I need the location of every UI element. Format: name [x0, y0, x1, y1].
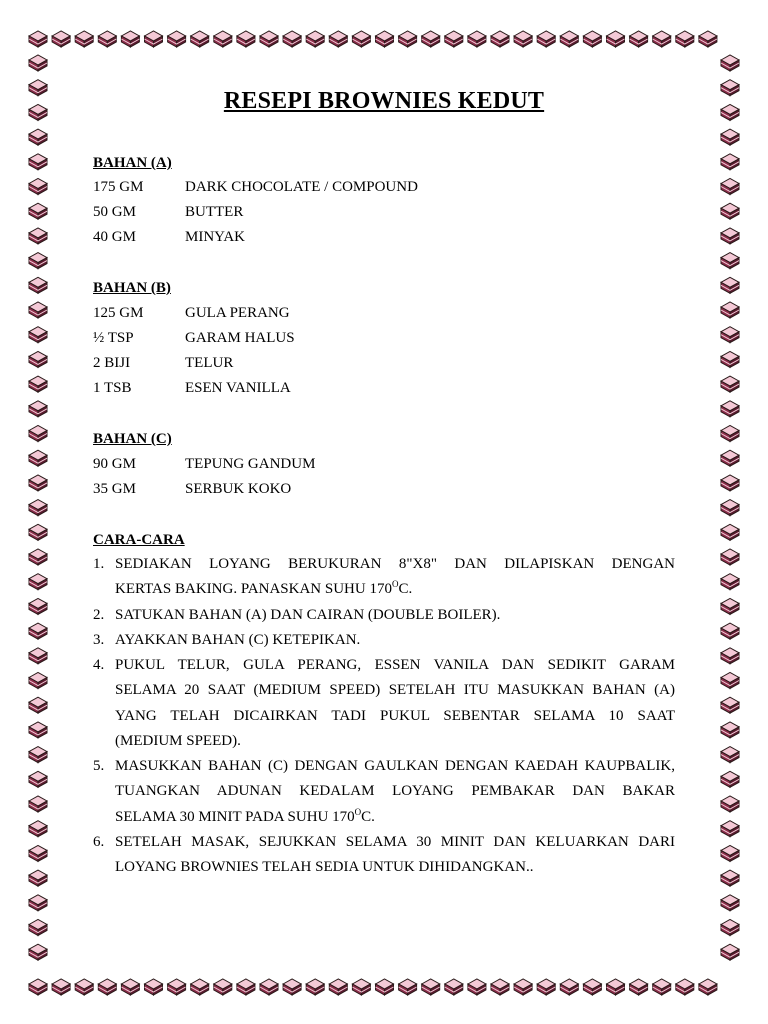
ingredient-name: DARK CHOCOLATE / COMPOUND: [185, 179, 418, 195]
cake-icon: [721, 944, 739, 960]
step-line: AYAKKAN BAHAN (C) KETEPIKAN.: [115, 632, 361, 648]
cake-icon: [29, 920, 47, 936]
cake-icon: [721, 747, 739, 763]
step-number: 3.: [93, 632, 105, 648]
ingredient-name: GARAM HALUS: [185, 330, 295, 346]
cake-icon: [29, 722, 47, 738]
step-number: 5.: [93, 758, 105, 774]
cake-icon: [29, 228, 47, 244]
cake-icon: [537, 31, 555, 47]
step-line: TUANGKAN ADUNAN KEDALAM LOYANG PEMBAKAR DAN BAKAR: [115, 783, 675, 800]
step-text: [115, 830, 675, 881]
step-line: YANG TELAH DICAIRKAN TADI PUKUL SEBENTAR SELAMA 10 SAAT: [115, 707, 675, 724]
step-number: 1.: [93, 556, 105, 572]
cake-icon: [721, 623, 739, 639]
ingredient-name: TEPUNG GANDUM: [185, 456, 316, 472]
cake-icon: [29, 623, 47, 639]
cake-icon: [283, 31, 301, 47]
cake-icon: [29, 376, 47, 392]
cake-icon: [29, 450, 47, 466]
cake-icon: [560, 31, 578, 47]
cake-icon: [29, 944, 47, 960]
cake-icon: [29, 747, 47, 763]
step-text: [115, 628, 675, 653]
cake-icon: [29, 574, 47, 590]
step-line: MASUKKAN BAHAN (C) DENGAN GAULKAN DENGAN KAEDAH KAUPBALIK,: [115, 758, 675, 774]
degree-superscript: O: [354, 806, 362, 817]
cake-icon: [29, 426, 47, 442]
step-line-part: C.: [398, 581, 413, 598]
cake-icon: [721, 179, 739, 195]
cake-icon: [214, 979, 232, 995]
cake-icon: [607, 31, 625, 47]
cake-icon: [29, 673, 47, 689]
cake-icon: [721, 154, 739, 170]
cake-icon: [721, 574, 739, 590]
cake-icon: [630, 979, 648, 995]
ingredient-name: GULA PERANG: [185, 305, 290, 321]
cake-icon: [29, 979, 47, 995]
cake-icon: [721, 302, 739, 318]
cake-icon: [721, 228, 739, 244]
section-heading-bahan-a: BAHAN (A): [93, 155, 172, 171]
step-text: [115, 603, 675, 628]
cake-icon: [29, 104, 47, 120]
cake-icon: [121, 31, 139, 47]
cake-icon: [721, 475, 739, 491]
cake-icon: [29, 302, 47, 318]
step-line: SETELAH MASAK, SEJUKKAN SELAMA 30 MINIT DAN KELUARKAN DARI: [115, 834, 675, 850]
step-line: SELAMA 20 SAAT (MEDIUM SPEED) SETELAH ITU MASUKKAN BAHAN (A): [115, 682, 675, 699]
cake-icon: [721, 771, 739, 787]
cake-icon: [721, 673, 739, 689]
cake-icon: [352, 31, 370, 47]
cake-icon: [721, 500, 739, 516]
cake-icon: [721, 376, 739, 392]
step-text: [115, 754, 675, 830]
section-heading-bahan-b: BAHAN (B): [93, 280, 171, 296]
cake-icon: [29, 500, 47, 516]
cake-icon: [399, 979, 417, 995]
step-line: LOYANG BROWNIES TELAH SEDIA UNTUK DIHIDANGKAN..: [115, 859, 534, 876]
ingredient-qty: 1 TSB: [93, 380, 132, 396]
cake-icon: [191, 979, 209, 995]
cake-icon: [721, 524, 739, 540]
cake-icon: [376, 31, 394, 47]
cake-icon: [283, 979, 301, 995]
cake-icon: [721, 277, 739, 293]
cake-icon: [721, 648, 739, 664]
cake-icon: [699, 31, 717, 47]
cake-icon: [583, 31, 601, 47]
cake-icon: [29, 648, 47, 664]
cake-icon: [29, 203, 47, 219]
cake-icon: [306, 31, 324, 47]
cake-icon: [376, 979, 394, 995]
cake-icon: [352, 979, 370, 995]
cake-icon: [653, 31, 671, 47]
step-line-part: C.: [361, 808, 375, 825]
cake-icon: [29, 179, 47, 195]
step-line: SATUKAN BAHAN (A) DAN CAIRAN (DOUBLE BOILER).: [115, 607, 501, 623]
cake-icon: [145, 979, 163, 995]
step-text: [115, 552, 675, 603]
cake-icon: [514, 31, 532, 47]
cake-icon: [422, 979, 440, 995]
cake-icon: [721, 796, 739, 812]
cake-icon: [445, 31, 463, 47]
cake-icon: [468, 979, 486, 995]
cake-icon: [29, 31, 47, 47]
cake-icon: [676, 979, 694, 995]
cake-icon: [29, 598, 47, 614]
cake-icon: [75, 979, 93, 995]
cake-icon: [560, 979, 578, 995]
cake-icon: [29, 475, 47, 491]
cake-icon: [721, 598, 739, 614]
cake-icon: [721, 426, 739, 442]
cake-icon: [721, 351, 739, 367]
step-line: (MEDIUM SPEED).: [115, 732, 241, 749]
cake-icon: [445, 979, 463, 995]
cake-icon: [29, 895, 47, 911]
cake-icon: [52, 979, 70, 995]
cake-icon: [721, 129, 739, 145]
cake-icon: [168, 31, 186, 47]
cake-icon: [329, 31, 347, 47]
cake-icon: [721, 253, 739, 269]
cake-icon: [214, 31, 232, 47]
section-heading-bahan-c: BAHAN (C): [93, 431, 172, 447]
ingredient-name: TELUR: [185, 355, 234, 371]
step-text: [115, 653, 675, 754]
step-number: 6.: [93, 834, 105, 850]
cake-icon: [653, 979, 671, 995]
cake-icon: [514, 979, 532, 995]
cake-icon: [721, 80, 739, 96]
step-number: 2.: [93, 607, 105, 623]
cake-icon: [583, 979, 601, 995]
cake-icon: [721, 722, 739, 738]
cake-icon: [721, 845, 739, 861]
cake-icon: [29, 771, 47, 787]
cake-icon: [29, 870, 47, 886]
ingredient-name: SERBUK KOKO: [185, 481, 292, 497]
cake-icon: [721, 104, 739, 120]
cake-icon: [468, 31, 486, 47]
ingredient-qty: ½ TSP: [93, 330, 134, 346]
ingredient-name: MINYAK: [185, 229, 245, 245]
cake-icon: [29, 80, 47, 96]
cake-icon: [145, 31, 163, 47]
step-line: PUKUL TELUR, GULA PERANG, ESSEN VANILA DAN SEDIKIT GARAM: [115, 657, 675, 673]
ingredient-qty: 2 BIJI: [93, 355, 131, 371]
cake-icon: [237, 979, 255, 995]
cake-icon: [237, 31, 255, 47]
cake-icon: [98, 979, 116, 995]
cake-icon: [721, 821, 739, 837]
ingredient-qty: 40 GM: [93, 229, 136, 245]
step-line: SEDIAKAN LOYANG BERUKURAN 8"X8" DAN DILAPISKAN DENGAN: [115, 556, 675, 572]
ingredient-name: BUTTER: [185, 204, 244, 220]
cake-icon: [721, 401, 739, 417]
ingredient-qty: 90 GM: [93, 456, 136, 472]
cake-icon: [29, 845, 47, 861]
cake-icon: [29, 796, 47, 812]
ingredient-qty: 175 GM: [93, 179, 144, 195]
cake-icon: [29, 327, 47, 343]
cake-icon: [260, 31, 278, 47]
cake-icon: [676, 31, 694, 47]
cake-icon: [721, 697, 739, 713]
cake-icon: [191, 31, 209, 47]
cake-icon: [29, 253, 47, 269]
cake-icon: [168, 979, 186, 995]
cake-icon: [422, 31, 440, 47]
cake-icon: [52, 31, 70, 47]
cake-icon: [29, 821, 47, 837]
cake-icon: [329, 979, 347, 995]
cake-icon: [721, 55, 739, 71]
cake-icon: [399, 31, 417, 47]
cake-icon: [260, 979, 278, 995]
cake-icon: [491, 979, 509, 995]
cake-icon: [98, 31, 116, 47]
step-line: [115, 577, 675, 602]
cake-icon: [29, 55, 47, 71]
step-number: 4.: [93, 657, 105, 673]
cake-icon: [29, 524, 47, 540]
cake-icon: [29, 351, 47, 367]
cake-icon: [607, 979, 625, 995]
cake-icon: [721, 920, 739, 936]
ingredient-qty: 50 GM: [93, 204, 136, 220]
cake-icon: [630, 31, 648, 47]
cake-icon: [29, 549, 47, 565]
cake-icon: [721, 450, 739, 466]
cake-icon: [721, 870, 739, 886]
ingredient-name: ESEN VANILLA: [185, 380, 291, 396]
cake-icon: [29, 277, 47, 293]
cake-icon: [721, 895, 739, 911]
section-heading-cara: CARA-CARA: [93, 532, 185, 548]
cake-icon: [537, 979, 555, 995]
step-line-part: SELAMA 30 MINIT PADA SUHU 170: [115, 808, 355, 825]
ingredient-qty: 35 GM: [93, 481, 136, 497]
cake-icon: [721, 327, 739, 343]
cake-icon: [306, 979, 324, 995]
cake-icon: [29, 401, 47, 417]
cake-icon: [699, 979, 717, 995]
degree-superscript: O: [391, 579, 399, 590]
cake-icon: [75, 31, 93, 47]
step-line-part: KERTAS BAKING. PANASKAN SUHU 170: [115, 581, 392, 598]
ingredient-qty: 125 GM: [93, 305, 144, 321]
cake-icon: [721, 549, 739, 565]
step-line: [115, 805, 675, 830]
cake-icon: [491, 31, 509, 47]
cake-icon: [121, 979, 139, 995]
page-title: RESEPI BROWNIES KEDUT: [223, 88, 545, 114]
cake-icon: [29, 154, 47, 170]
cake-icon: [29, 129, 47, 145]
cake-icon: [721, 203, 739, 219]
cake-icon: [29, 697, 47, 713]
